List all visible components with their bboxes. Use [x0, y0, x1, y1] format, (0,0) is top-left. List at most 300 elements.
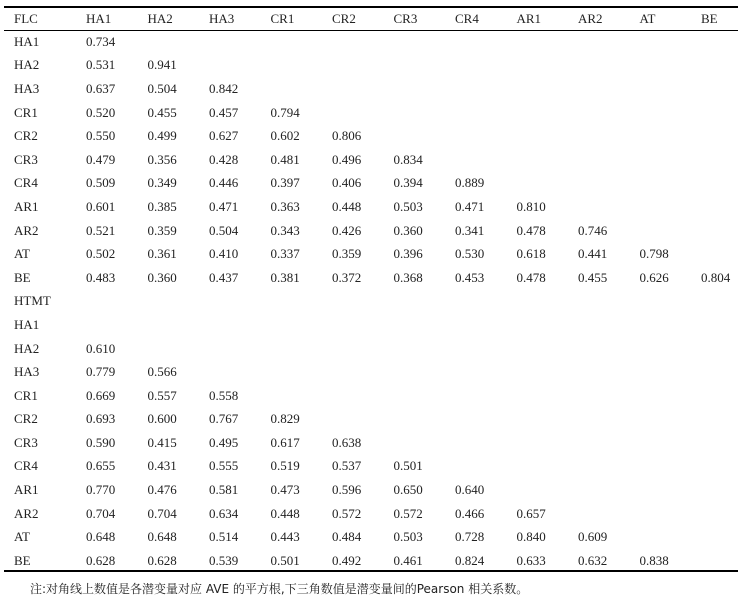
- table-row: [8, 337, 736, 361]
- value-cell: 0.628: [86, 552, 116, 568]
- row-label-cell: HA2: [14, 340, 40, 356]
- value-cell: [203, 313, 265, 337]
- value-cell: [695, 408, 736, 432]
- value-cell: 0.530: [455, 246, 485, 262]
- value-cell: 0.804: [701, 269, 731, 285]
- value-cell: 0.537: [332, 458, 362, 474]
- value-cell: [511, 313, 573, 337]
- header-cell-ar1: AR1: [516, 10, 542, 26]
- value-cell: [572, 431, 634, 455]
- value-cell: 0.519: [270, 458, 300, 474]
- value-cell: [265, 313, 327, 337]
- value-cell: [572, 337, 634, 361]
- value-cell: 0.343: [270, 222, 300, 238]
- value-cell: 0.492: [332, 552, 362, 568]
- value-cell: [511, 290, 573, 314]
- value-cell: 0.581: [209, 482, 239, 498]
- value-cell: [695, 455, 736, 479]
- value-cell: [203, 360, 265, 384]
- value-cell: [634, 431, 696, 455]
- value-cell: 0.363: [270, 198, 300, 214]
- row-label-cell: CR4: [14, 458, 38, 474]
- value-cell: 0.406: [332, 175, 362, 191]
- header-cell-cr2: CR2: [332, 10, 356, 26]
- value-cell: 0.471: [455, 198, 485, 214]
- value-cell: 0.602: [270, 128, 300, 144]
- value-cell: 0.637: [86, 80, 116, 96]
- value-cell: 0.555: [209, 458, 239, 474]
- value-cell: [695, 172, 736, 196]
- value-cell: [634, 525, 696, 549]
- value-cell: 0.448: [332, 198, 362, 214]
- value-cell: [695, 290, 736, 314]
- value-cell: 0.638: [332, 434, 362, 450]
- table-row: [8, 408, 736, 432]
- row-label-cell: HTMT: [14, 293, 51, 309]
- value-cell: [695, 431, 736, 455]
- value-cell: [511, 172, 573, 196]
- value-cell: 0.368: [393, 269, 423, 285]
- value-cell: [695, 549, 736, 573]
- header-cell-be: BE: [701, 10, 718, 26]
- value-cell: [449, 30, 511, 54]
- row-label-cell: AR1: [14, 198, 39, 214]
- table-row: [8, 549, 736, 573]
- value-cell: [326, 337, 388, 361]
- value-cell: [265, 77, 327, 101]
- value-cell: [388, 384, 450, 408]
- value-cell: 0.566: [147, 364, 177, 380]
- value-cell: 0.889: [455, 175, 485, 191]
- row-label-cell: BE: [14, 269, 31, 285]
- value-cell: [695, 360, 736, 384]
- value-cell: [326, 384, 388, 408]
- value-cell: 0.601: [86, 198, 116, 214]
- value-cell: [634, 124, 696, 148]
- value-cell: 0.360: [393, 222, 423, 238]
- value-cell: 0.446: [209, 175, 239, 191]
- value-cell: [388, 124, 450, 148]
- table-row: [8, 77, 736, 101]
- value-cell: 0.824: [455, 552, 485, 568]
- value-cell: 0.476: [147, 482, 177, 498]
- table-row: [8, 54, 736, 78]
- row-label-cell: AR2: [14, 222, 39, 238]
- value-cell: [326, 77, 388, 101]
- value-cell: [572, 172, 634, 196]
- value-cell: [142, 337, 204, 361]
- value-cell: [634, 360, 696, 384]
- value-cell: [634, 455, 696, 479]
- value-cell: [695, 195, 736, 219]
- value-cell: [695, 77, 736, 101]
- value-cell: 0.810: [516, 198, 546, 214]
- value-cell: 0.634: [209, 505, 239, 521]
- value-cell: 0.838: [639, 552, 669, 568]
- value-cell: [449, 431, 511, 455]
- value-cell: 0.359: [332, 246, 362, 262]
- value-cell: [511, 101, 573, 125]
- header-cell-at: AT: [639, 10, 656, 26]
- value-cell: [142, 313, 204, 337]
- value-cell: 0.428: [209, 151, 239, 167]
- value-cell: 0.349: [147, 175, 177, 191]
- value-cell: 0.441: [578, 246, 608, 262]
- table-row: [8, 360, 736, 384]
- value-cell: 0.499: [147, 128, 177, 144]
- row-label-cell: CR2: [14, 411, 38, 427]
- value-cell: 0.372: [332, 269, 362, 285]
- value-cell: 0.337: [270, 246, 300, 262]
- value-cell: 0.626: [639, 269, 669, 285]
- value-cell: [572, 313, 634, 337]
- value-cell: 0.501: [270, 552, 300, 568]
- value-cell: 0.590: [86, 434, 116, 450]
- value-cell: [572, 30, 634, 54]
- row-label-cell: AR2: [14, 505, 39, 521]
- value-cell: [449, 455, 511, 479]
- value-cell: [695, 525, 736, 549]
- value-cell: 0.633: [516, 552, 546, 568]
- value-cell: [511, 148, 573, 172]
- value-cell: 0.426: [332, 222, 362, 238]
- value-cell: [449, 101, 511, 125]
- value-cell: [265, 384, 327, 408]
- row-label-cell: CR2: [14, 128, 38, 144]
- value-cell: [572, 124, 634, 148]
- table-header-row: [8, 7, 736, 30]
- value-cell: [326, 408, 388, 432]
- value-cell: 0.437: [209, 269, 239, 285]
- value-cell: 0.495: [209, 434, 239, 450]
- value-cell: 0.514: [209, 529, 239, 545]
- row-label-cell: CR4: [14, 175, 38, 191]
- value-cell: [326, 290, 388, 314]
- header-cell-ha3: HA3: [209, 10, 235, 26]
- value-cell: [265, 360, 327, 384]
- row-label-cell: HA3: [14, 80, 40, 96]
- value-cell: 0.628: [147, 552, 177, 568]
- value-cell: 0.704: [86, 505, 116, 521]
- value-cell: [695, 242, 736, 266]
- value-cell: 0.466: [455, 505, 485, 521]
- value-cell: 0.443: [270, 529, 300, 545]
- value-cell: 0.457: [209, 104, 239, 120]
- value-cell: [695, 478, 736, 502]
- value-cell: 0.381: [270, 269, 300, 285]
- value-cell: [695, 54, 736, 78]
- value-cell: 0.484: [332, 529, 362, 545]
- value-cell: [634, 77, 696, 101]
- value-cell: [695, 337, 736, 361]
- value-cell: [511, 77, 573, 101]
- table-row: [8, 219, 736, 243]
- value-cell: 0.650: [393, 482, 423, 498]
- value-cell: 0.648: [147, 529, 177, 545]
- value-cell: 0.479: [86, 151, 116, 167]
- value-cell: [511, 431, 573, 455]
- value-cell: 0.610: [86, 340, 116, 356]
- value-cell: 0.609: [578, 529, 608, 545]
- value-cell: 0.453: [455, 269, 485, 285]
- row-label-cell: BE: [14, 552, 31, 568]
- value-cell: 0.360: [147, 269, 177, 285]
- value-cell: 0.693: [86, 411, 116, 427]
- value-cell: 0.648: [86, 529, 116, 545]
- row-label-cell: HA1: [14, 316, 40, 332]
- value-cell: 0.600: [147, 411, 177, 427]
- value-cell: [511, 30, 573, 54]
- value-cell: 0.448: [270, 505, 300, 521]
- value-cell: [572, 148, 634, 172]
- value-cell: [388, 54, 450, 78]
- value-cell: 0.704: [147, 505, 177, 521]
- value-cell: [80, 290, 142, 314]
- value-cell: [511, 478, 573, 502]
- value-cell: 0.829: [270, 411, 300, 427]
- value-cell: [388, 313, 450, 337]
- value-cell: [265, 54, 327, 78]
- value-cell: [388, 30, 450, 54]
- value-cell: 0.521: [86, 222, 116, 238]
- value-cell: [634, 101, 696, 125]
- row-label-cell: CR3: [14, 151, 38, 167]
- row-label-cell: HA3: [14, 364, 40, 380]
- row-label-cell: HA2: [14, 57, 40, 73]
- value-cell: [634, 384, 696, 408]
- value-cell: 0.356: [147, 151, 177, 167]
- row-label-cell: HA1: [14, 33, 40, 49]
- row-label-cell: CR1: [14, 387, 38, 403]
- value-cell: 0.806: [332, 128, 362, 144]
- value-cell: [634, 195, 696, 219]
- value-cell: 0.617: [270, 434, 300, 450]
- value-cell: [511, 54, 573, 78]
- value-cell: [572, 195, 634, 219]
- value-cell: 0.618: [516, 246, 546, 262]
- value-cell: [388, 337, 450, 361]
- value-cell: 0.501: [393, 458, 423, 474]
- value-cell: 0.840: [516, 529, 546, 545]
- discriminant-validity-table: [8, 7, 736, 573]
- value-cell: 0.557: [147, 387, 177, 403]
- value-cell: [572, 455, 634, 479]
- value-cell: 0.397: [270, 175, 300, 191]
- table-footnote: 注:对角线上数值是各潜变量对应 AVE 的平方根,下三角数值是潜变量间的Pearson 相关系数。: [30, 582, 529, 596]
- value-cell: 0.496: [332, 151, 362, 167]
- value-cell: [265, 290, 327, 314]
- header-cell-cr1: CR1: [270, 10, 295, 26]
- table-row: [8, 290, 736, 314]
- value-cell: 0.669: [86, 387, 116, 403]
- value-cell: [449, 148, 511, 172]
- value-cell: [326, 313, 388, 337]
- value-cell: [326, 101, 388, 125]
- value-cell: [511, 360, 573, 384]
- value-cell: 0.455: [578, 269, 608, 285]
- value-cell: [695, 219, 736, 243]
- table-row: [8, 525, 736, 549]
- value-cell: [449, 313, 511, 337]
- value-cell: [695, 148, 736, 172]
- row-label-cell: CR1: [14, 104, 38, 120]
- value-cell: 0.461: [393, 552, 423, 568]
- value-cell: 0.767: [209, 411, 239, 427]
- value-cell: [572, 502, 634, 526]
- value-cell: [572, 360, 634, 384]
- value-cell: 0.728: [455, 529, 485, 545]
- value-cell: [326, 360, 388, 384]
- table-body: [8, 30, 736, 573]
- table-row: [8, 455, 736, 479]
- table-row: [8, 101, 736, 125]
- value-cell: [572, 478, 634, 502]
- value-cell: 0.481: [270, 151, 300, 167]
- value-cell: 0.478: [516, 269, 546, 285]
- value-cell: [142, 30, 204, 54]
- row-label-cell: AT: [14, 246, 30, 262]
- value-cell: [449, 337, 511, 361]
- header-cell-ar2: AR2: [578, 10, 603, 26]
- value-cell: [695, 384, 736, 408]
- value-cell: 0.396: [393, 246, 423, 262]
- value-cell: [634, 337, 696, 361]
- value-cell: [449, 360, 511, 384]
- header-cell-section-label: FLC: [14, 10, 38, 26]
- value-cell: 0.779: [86, 364, 116, 380]
- value-cell: 0.596: [332, 482, 362, 498]
- value-cell: [634, 172, 696, 196]
- value-cell: [80, 313, 142, 337]
- value-cell: 0.794: [270, 104, 300, 120]
- row-label-cell: AR1: [14, 482, 39, 498]
- value-cell: 0.509: [86, 175, 116, 191]
- row-label-cell: AT: [14, 529, 30, 545]
- value-cell: [634, 408, 696, 432]
- value-cell: [203, 30, 265, 54]
- value-cell: [511, 455, 573, 479]
- value-cell: 0.471: [209, 198, 239, 214]
- header-cell-ha1: HA1: [86, 10, 112, 26]
- value-cell: [449, 124, 511, 148]
- value-cell: 0.473: [270, 482, 300, 498]
- value-cell: [572, 77, 634, 101]
- value-cell: 0.550: [86, 128, 116, 144]
- value-cell: 0.385: [147, 198, 177, 214]
- value-cell: [388, 431, 450, 455]
- value-cell: 0.770: [86, 482, 116, 498]
- table-row: [8, 195, 736, 219]
- value-cell: 0.627: [209, 128, 239, 144]
- value-cell: [572, 408, 634, 432]
- value-cell: 0.415: [147, 434, 177, 450]
- value-cell: [634, 478, 696, 502]
- value-cell: [695, 30, 736, 54]
- value-cell: 0.834: [393, 151, 423, 167]
- value-cell: [142, 290, 204, 314]
- value-cell: [265, 337, 327, 361]
- value-cell: 0.504: [209, 222, 239, 238]
- value-cell: 0.734: [86, 33, 116, 49]
- table-row: [8, 124, 736, 148]
- value-cell: [449, 408, 511, 432]
- value-cell: [634, 30, 696, 54]
- value-cell: 0.455: [147, 104, 177, 120]
- table-row: [8, 148, 736, 172]
- table-row: [8, 172, 736, 196]
- value-cell: 0.503: [393, 529, 423, 545]
- value-cell: [511, 384, 573, 408]
- value-cell: 0.657: [516, 505, 546, 521]
- value-cell: 0.520: [86, 104, 116, 120]
- value-cell: 0.558: [209, 387, 239, 403]
- table-row: [8, 502, 736, 526]
- value-cell: 0.394: [393, 175, 423, 191]
- value-cell: 0.640: [455, 482, 485, 498]
- value-cell: 0.483: [86, 269, 116, 285]
- value-cell: [695, 502, 736, 526]
- value-cell: 0.941: [147, 57, 177, 73]
- value-cell: [695, 101, 736, 125]
- table-row: [8, 30, 736, 54]
- table-row: [8, 266, 736, 290]
- header-cell-cr3: CR3: [393, 10, 418, 26]
- value-cell: 0.572: [393, 505, 423, 521]
- value-cell: 0.431: [147, 458, 177, 474]
- value-cell: [572, 290, 634, 314]
- table-row: [8, 384, 736, 408]
- value-cell: 0.572: [332, 505, 362, 521]
- value-cell: [203, 337, 265, 361]
- value-cell: [388, 101, 450, 125]
- value-cell: 0.632: [578, 552, 608, 568]
- value-cell: 0.410: [209, 246, 239, 262]
- value-cell: [634, 148, 696, 172]
- value-cell: [449, 77, 511, 101]
- value-cell: 0.341: [455, 222, 485, 238]
- value-cell: [511, 408, 573, 432]
- value-cell: [449, 384, 511, 408]
- value-cell: 0.655: [86, 458, 116, 474]
- value-cell: 0.502: [86, 246, 116, 262]
- value-cell: 0.798: [639, 246, 669, 262]
- header-cell-ha2: HA2: [147, 10, 173, 26]
- value-cell: [634, 290, 696, 314]
- value-cell: 0.504: [147, 80, 177, 96]
- value-cell: [265, 30, 327, 54]
- value-cell: 0.503: [393, 198, 423, 214]
- value-cell: [572, 54, 634, 78]
- value-cell: 0.361: [147, 246, 177, 262]
- table-row: [8, 313, 736, 337]
- value-cell: 0.746: [578, 222, 608, 238]
- value-cell: 0.842: [209, 80, 239, 96]
- value-cell: [326, 30, 388, 54]
- value-cell: [634, 313, 696, 337]
- value-cell: [388, 77, 450, 101]
- value-cell: 0.531: [86, 57, 116, 73]
- value-cell: [511, 124, 573, 148]
- value-cell: [695, 124, 736, 148]
- value-cell: 0.539: [209, 552, 239, 568]
- value-cell: [572, 101, 634, 125]
- table-row: [8, 431, 736, 455]
- value-cell: 0.359: [147, 222, 177, 238]
- header-cell-cr4: CR4: [455, 10, 479, 26]
- value-cell: [449, 290, 511, 314]
- value-cell: [572, 384, 634, 408]
- row-label-cell: CR3: [14, 434, 38, 450]
